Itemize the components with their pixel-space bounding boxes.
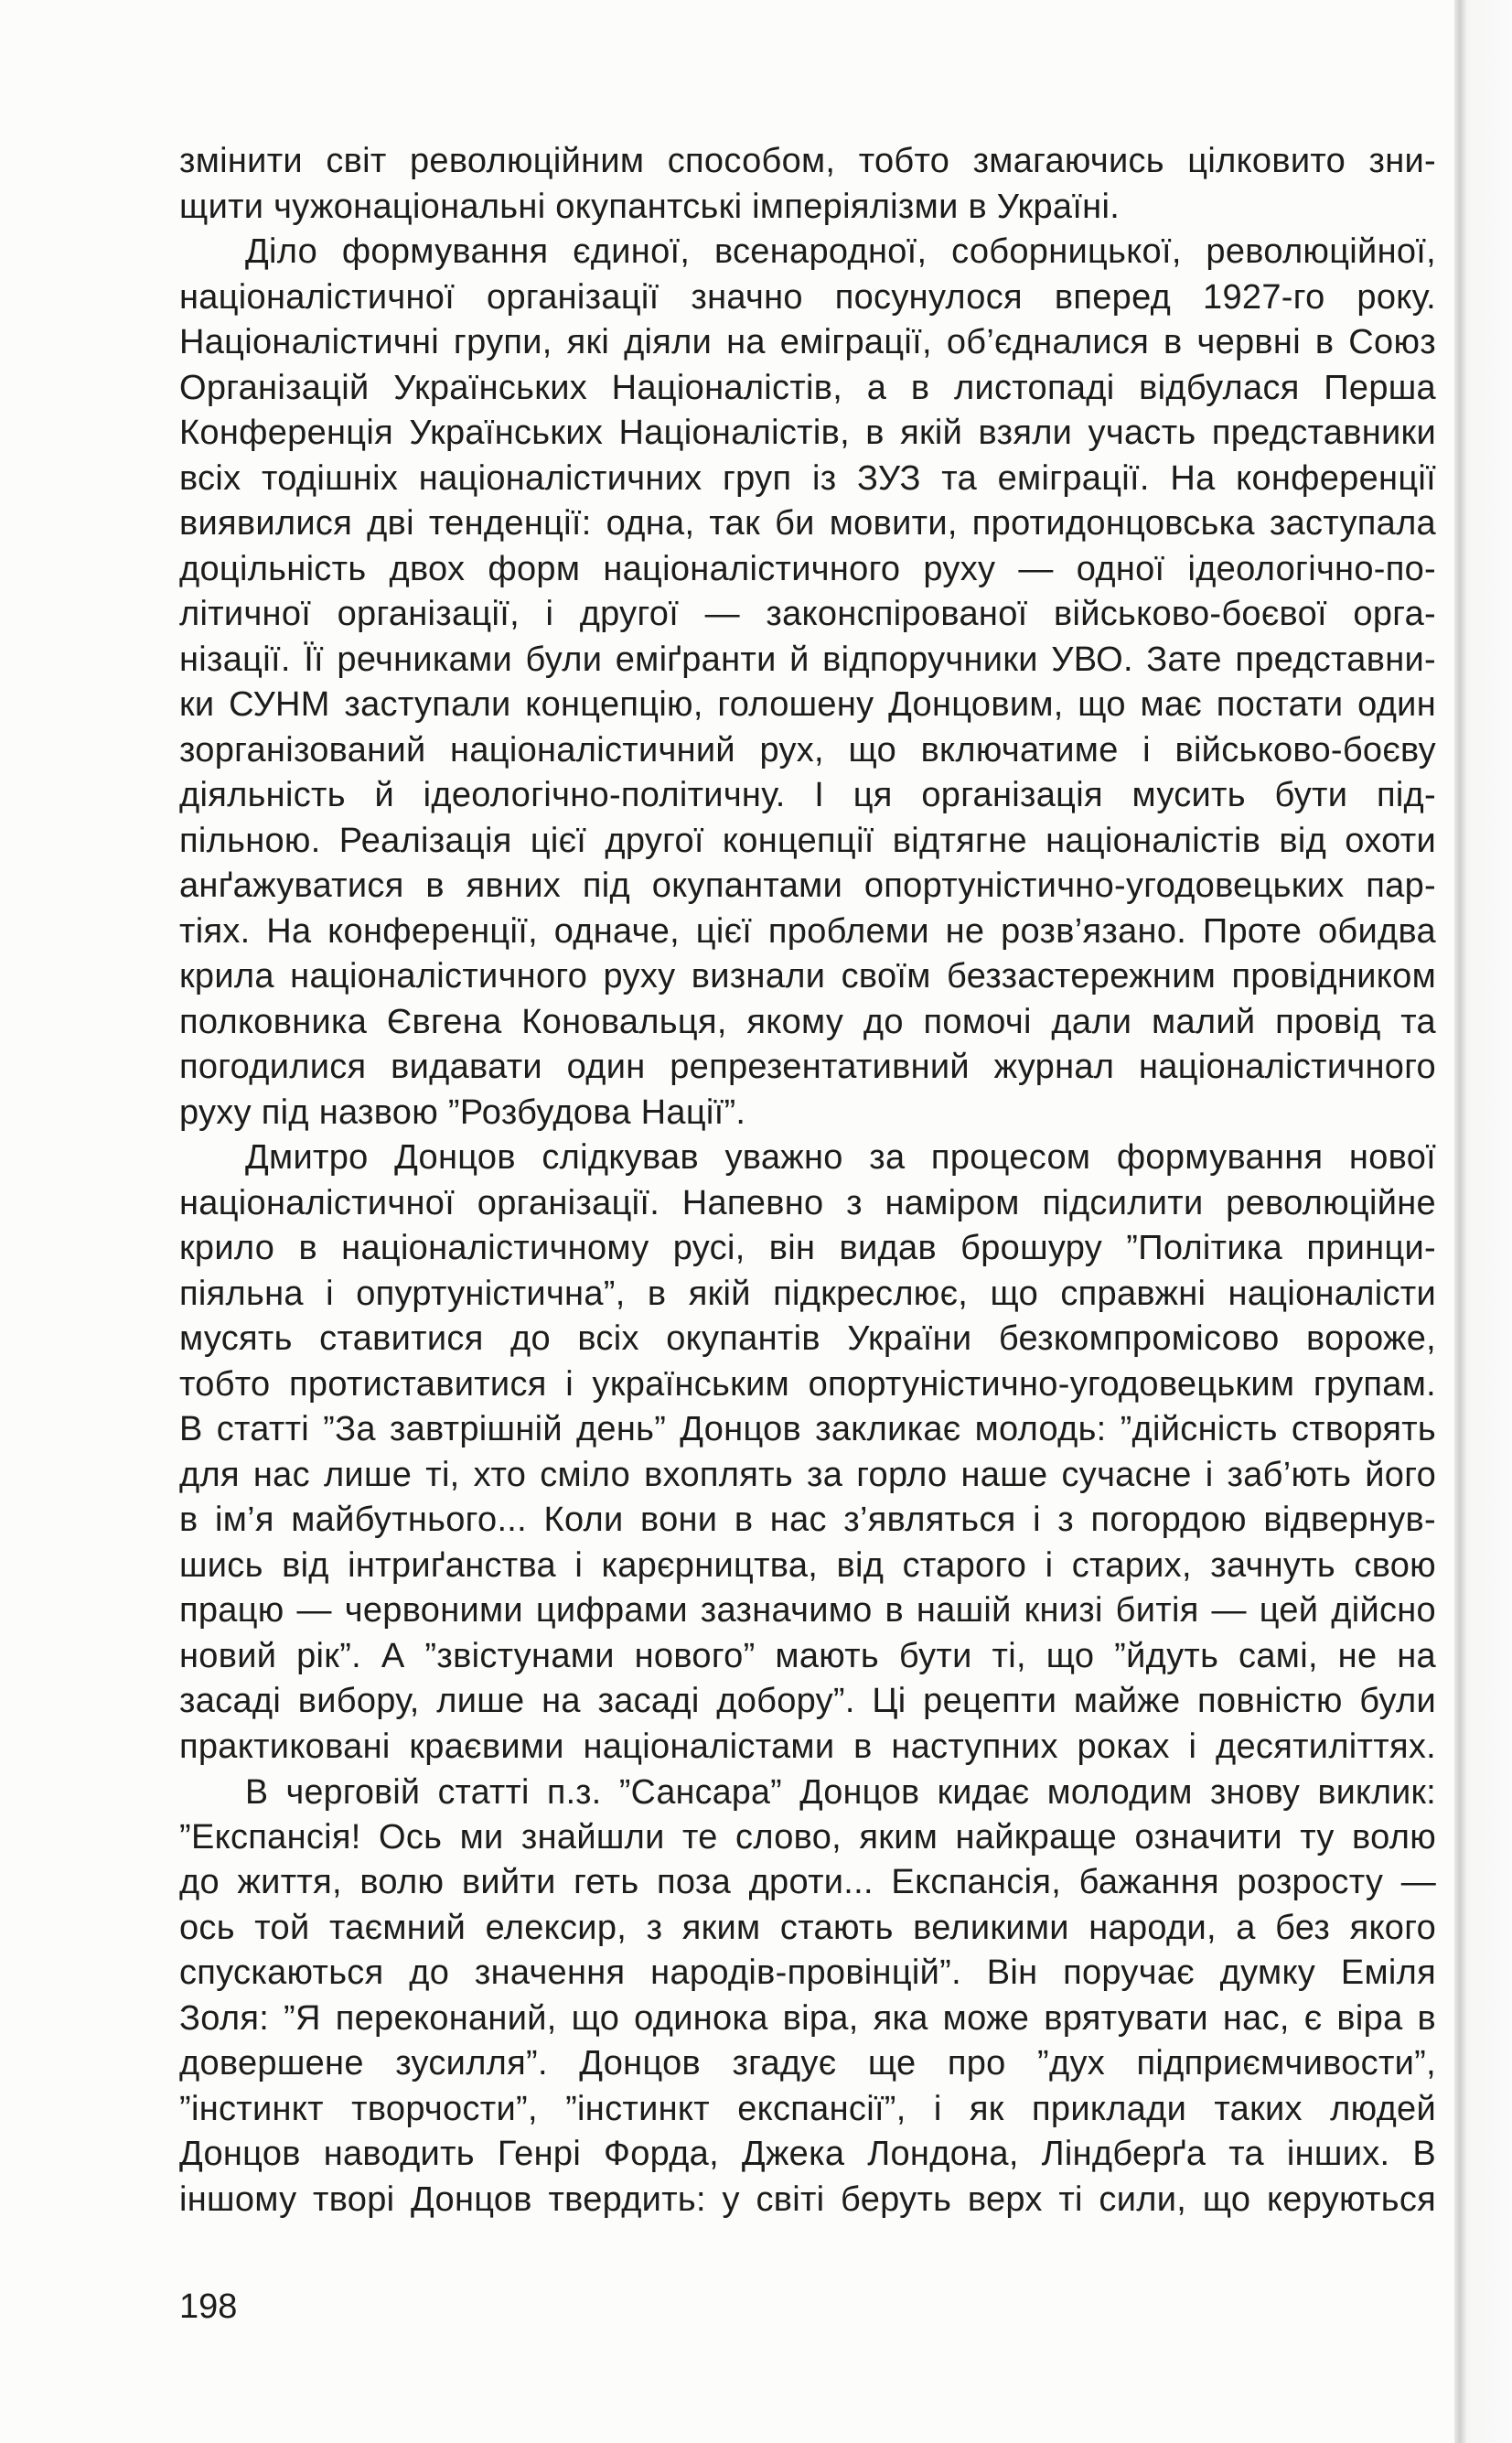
text-line: нізації. Її речниками були еміґранти й відпоручники УВО. Зате представни- bbox=[179, 640, 1436, 679]
text-line: Діло формування єдиної, всенародної, соборницької, революційної, bbox=[245, 232, 1436, 271]
text-line: тіях. На конференції, одначе, цієї проблеми не розв’язано. Проте обидва bbox=[179, 911, 1436, 951]
paragraph-4 bbox=[179, 1770, 1436, 2222]
text-line: для нас лише ті, хто сміло вхоплять за горло наше сучасне і заб’ють його bbox=[179, 1455, 1436, 1494]
text-line: крила націоналістичного руху визнали своїм беззастережним провідником bbox=[179, 957, 1436, 995]
text-line: зорганізований націоналістичний рух, що включатиме і військово-боєву bbox=[179, 730, 1436, 769]
paragraph-3 bbox=[179, 1135, 1436, 1770]
text-line: ки СУНМ заступали концепцію, голошену Донцовим, що має постати один bbox=[179, 685, 1436, 724]
text-line: доцільність двох форм націоналістичного руху — одної ідеологічно-по- bbox=[179, 549, 1436, 588]
text-line: пільною. Реалізація цієї другої концепції відтягне націоналістів від охоти bbox=[179, 821, 1436, 860]
text-line: Дмитро Донцов слідкував уважно за процесом формування нової bbox=[245, 1138, 1436, 1177]
text-line: новий рік”. А ”звістунами нового” мають бути ті, що ”йдуть самі, не на bbox=[179, 1636, 1436, 1675]
text-line: В черговій статті п.з. ”Сансара” Донцов кидає молодим знову виклик: bbox=[245, 1772, 1436, 1811]
text-line: спускаються до значення народів-провінцій”. Він поручає думку Еміля bbox=[179, 1953, 1436, 1992]
paragraph-2 bbox=[179, 230, 1436, 1135]
text-line: Донцов наводить Генрі Форда, Джека Лондона, Ліндберґа та інших. В bbox=[179, 2135, 1436, 2173]
text-line: працю — червоними цифрами зазначимо в нашій книзі битія — цей дійсно bbox=[179, 1591, 1436, 1630]
paragraph-1 bbox=[179, 139, 1436, 230]
text-line: націоналістичної організації значно посунулося вперед 1927-го року. bbox=[179, 277, 1436, 317]
text-line: довершене зусилля”. Донцов згадує ще про ”дух підприємчивости”, bbox=[179, 2044, 1436, 2082]
text-line: націоналістичної організації. Напевно з наміром підсилити революційне bbox=[179, 1183, 1436, 1222]
text-line: щити чужонаціональні окупантські імперіялізми в Україні. bbox=[179, 187, 1121, 226]
text-line: мусять ставитися до всіх окупантів України безкомпромісово вороже, bbox=[179, 1319, 1436, 1358]
text-line: тобто протиставитися і українським опортуністично-угодовецьким групам. bbox=[179, 1364, 1436, 1404]
text-line: піяльна і опуртуністична”, в якій підкреслює, що справжні націоналісти bbox=[179, 1274, 1436, 1313]
text-line: іншому творі Донцов твердить: у світі беруть верх ті сили, що керуються bbox=[179, 2179, 1436, 2219]
text-line: ”інстинкт творчости”, ”інстинкт експансії”, і як приклади таких людей bbox=[179, 2089, 1436, 2128]
text-line: в ім’я майбутнього... Коли вони в нас з’являться і з погордою відвернув- bbox=[179, 1501, 1436, 1539]
text-line: Золя: ”Я переконаний, що одинока віра, яка може врятувати нас, є віра в bbox=[179, 1998, 1436, 2038]
text-line: Організацій Українських Націоналістів, а в листопаді відбулася Перша bbox=[179, 368, 1436, 407]
text-line: діяльність й ідеологічно-політичну. І ця організація мусить бути під- bbox=[179, 776, 1436, 814]
text-line: практиковані краєвими націоналістами в наступних роках і десятиліттях. bbox=[179, 1727, 1436, 1766]
text-line: виявилися дві тенденції: одна, так би мовити, протидонцовська заступала bbox=[179, 504, 1436, 543]
text-line: крило в націоналістичному русі, він видав брошуру ”Політика принци- bbox=[179, 1229, 1436, 1267]
text-line: погодилися видавати один репрезентативний журнал націоналістичного bbox=[179, 1048, 1436, 1086]
text-line: ”Експансія! Ось ми знайшли те слово, яким найкраще означити ту волю bbox=[179, 1817, 1436, 1856]
text-line: засаді вибору, лише на засаді добору”. Ці рецепти майже повністю були bbox=[179, 1682, 1436, 1720]
text-line: В статті ”За завтрішній день” Донцов закликає молодь: ”дійсність створять bbox=[179, 1410, 1436, 1448]
page-edge bbox=[1454, 0, 1512, 2443]
text-line: руху під назвою ”Розбудова Нації”. bbox=[179, 1092, 746, 1132]
body-text bbox=[179, 139, 1436, 2222]
text-line: всіх тодішніх націоналістичних груп із ЗУЗ та еміграції. На конференції bbox=[179, 458, 1436, 498]
text-line: до життя, волю вийти геть поза дроти... Експансія, бажання розросту — bbox=[179, 1863, 1436, 1901]
text-line: анґажуватися в явних під окупантами опортуністично-угодовецьких пар- bbox=[179, 866, 1436, 905]
text-line: ось той таємний елексир, з яким стають великими народи, а без якого bbox=[179, 1908, 1436, 1947]
text-line: змінити світ революційним способом, тобто змагаючись цілковито зни- bbox=[179, 142, 1436, 180]
page-number: 198 bbox=[179, 2287, 238, 2326]
text-line: літичної організації, і другої — законспірованої військово-боєвої орга- bbox=[179, 595, 1436, 633]
text-line: Конференція Українських Націоналістів, в якій взяли участь представники bbox=[179, 414, 1436, 452]
text-line: шись від інтриґанства і карєрництва, від старого і старих, зачнуть свою bbox=[179, 1545, 1436, 1585]
text-line: Націоналістичні групи, які діяли на еміграції, об’єдналися в червні в Союз bbox=[179, 323, 1436, 361]
text-line: полковника Євгена Коновальця, якому до помочі дали малий провід та bbox=[179, 1002, 1436, 1041]
